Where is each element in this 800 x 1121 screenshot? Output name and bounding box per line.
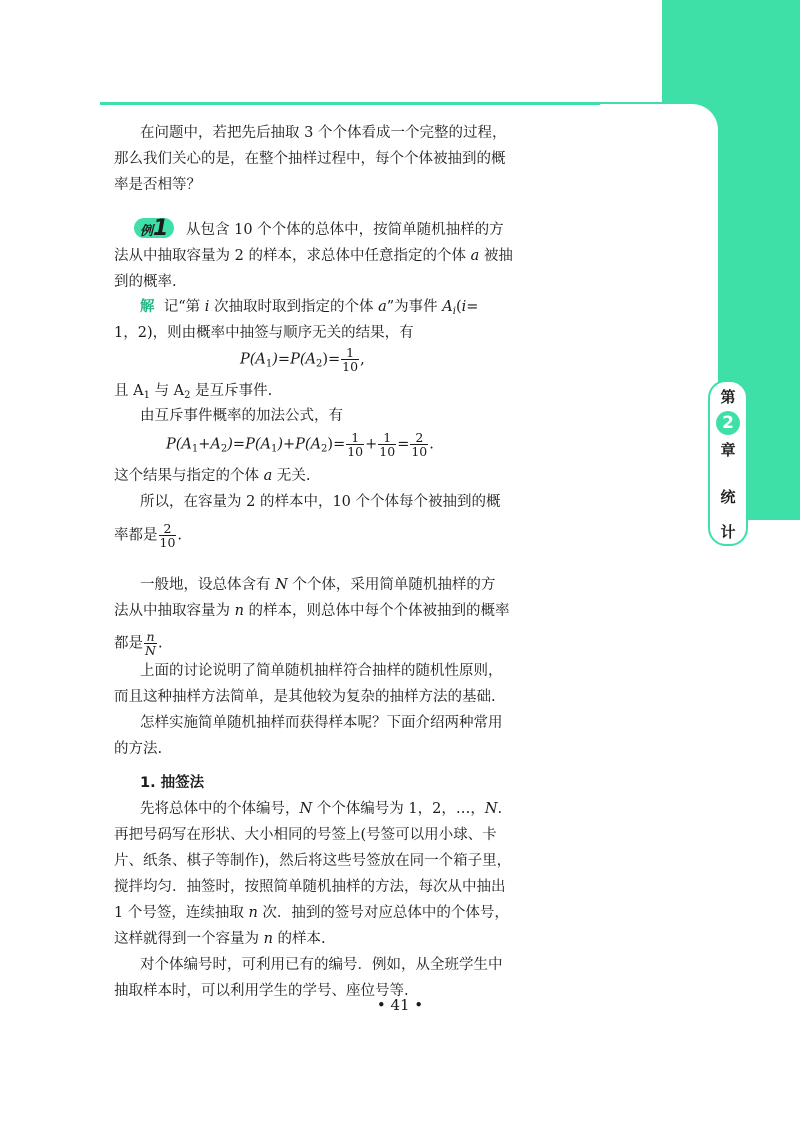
intro-line-3: 率是否相等？ [114, 177, 201, 193]
lottery-line-8: 抽取样本时，可以利用学生的学号、座位号等. [114, 983, 409, 999]
header-rule [100, 102, 662, 105]
solution-line-2: 1，2)，则由概率中抽签与顺序无关的结果，有 [114, 325, 414, 341]
header-decoration-band [662, 0, 800, 104]
lottery-line-4: 搅拌均匀．抽签时，按照简单随机抽样的方法，每次从中抽出 [114, 879, 506, 895]
chapter-tab [708, 380, 748, 546]
intro-line-2: 那么我们关心的是，在整个抽样过程中，每个个体被抽到的概 [114, 151, 506, 167]
lottery-line-3: 片、纸条、棋子等制作)，然后将这些号签放在同一个箱子里， [114, 853, 512, 869]
chapter-tab-prefix: 第 [720, 388, 736, 406]
general-line-1: 一般地，设总体含有 N 个个体，采用简单随机抽样的方 [140, 577, 496, 593]
example-line-3: 到的概率. [114, 274, 177, 290]
page-number: • 41 • [376, 996, 424, 1014]
chapter-title-char-1: 统 [720, 488, 736, 506]
solution-label: 解 [140, 299, 155, 315]
general-line-5: 而且这种抽样方法简单，是其他较为复杂的抽样方法的基础. [114, 689, 496, 705]
example-line-2: 法从中抽取容量为 2 的样本，求总体中任意指定的个体 a 被抽 [114, 248, 513, 264]
solution-line-3: 且 $A_1$ 与 $A_2$ 是互斥事件. [114, 383, 273, 401]
lottery-line-7: 对个体编号时，可利用已有的编号．例如，从全班学生中 [140, 957, 503, 973]
general-line-2: 法从中抽取容量为 n 的样本，则总体中每个个体被抽到的概率 [114, 603, 510, 619]
chapter-title-char-2: 计 [720, 523, 736, 541]
lottery-line-6: 这样就得到一个容量为 n 的样本. [114, 931, 326, 947]
example-badge-number: 1 [153, 216, 169, 241]
solution-line-1: 解 记“第 i 次抽取时取到指定的个体 a”为事件 $A_i(i=$ [140, 299, 479, 317]
solution-line-5: 这个结果与指定的个体 a 无关. [114, 468, 311, 484]
solution-line-6: 所以，在容量为 2 的样本中，10 个个体每个被抽到的概 [140, 494, 501, 510]
example-line-1: 从包含 10 个个体的总体中，按简单随机抽样的方 [186, 222, 504, 238]
general-line-3: 都是 $\frac{n}{N}$ . [114, 629, 163, 658]
lottery-line-5: 1 个号签，连续抽取 n 次．抽到的签号对应总体中的个体号， [114, 905, 509, 921]
solution-line-7: 率都是 $\frac{2}{10}$ . [114, 521, 183, 550]
section-heading-lottery: 1. 抽签法 [140, 775, 205, 791]
chapter-tab-suffix: 章 [720, 441, 736, 459]
intro-line-1: 在问题中，若把先后抽取 3 个个体看成一个完整的过程， [140, 125, 507, 141]
page-corner-panel [600, 104, 718, 1121]
chapter-number-badge: 2 [716, 411, 740, 435]
lottery-line-2: 再把号码写在形状、大小相同的号签上(号签可以用小球、卡 [114, 827, 497, 843]
equation-2: $P(A_1+A_2)=P(A_1)+P(A_2)=$ $\frac{1}{10}$ + $\frac{1}{10}$ = $\frac{2}{10}$ . [166, 430, 434, 459]
general-line-6: 怎样实施简单随机抽样而获得样本呢？下面介绍两种常用 [140, 715, 503, 731]
example-badge-prefix: 例 [140, 224, 154, 239]
example-badge [134, 215, 174, 241]
general-line-4: 上面的讨论说明了简单随机抽样符合抽样的随机性原则， [140, 663, 503, 679]
general-line-7: 的方法. [114, 741, 163, 757]
lottery-line-1: 先将总体中的个体编号，N 个个体编号为 1，2，…，N. [140, 801, 503, 817]
solution-line-4: 由互斥事件概率的加法公式，有 [140, 408, 343, 424]
equation-1: $P(A_1)=P(A_2)=$ $\frac{1}{10}$ , [240, 345, 365, 374]
